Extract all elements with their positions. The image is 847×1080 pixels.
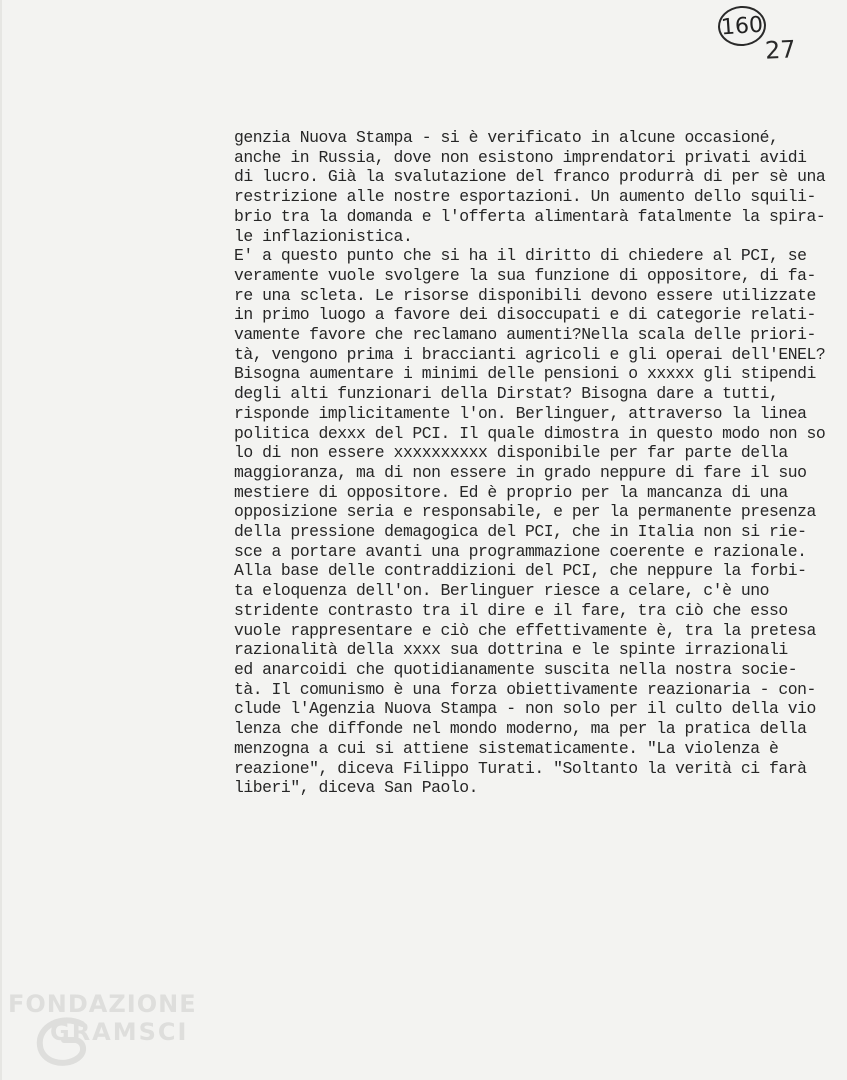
watermark-line-2: GRAMSCI	[50, 1018, 189, 1046]
archive-watermark	[2, 990, 222, 1080]
typewritten-body-text: genzia Nuova Stampa - si è verificato in alcune occasioné, anche in Russia, dove non esistono imprendatori privati avidi di lucro. Già la svalutazione del franco produrrà di per sè una restrizione alle nostre esportazioni. Un aumento dello squili- brio tra la domanda e l'offerta alimentarà fatalmente la spira- le inflazionistica. E' a questo punto che si ha il diritto di chiedere al PCI, se veramente vuole svolgere la sua funzione di oppositore, di fa- re una scleta. Le risorse disponibili devono essere utilizzate in primo luogo a favore dei disoccupati e di categorie relati- vamente favore che reclamano aumenti?Nella scala delle priori- tà, vengono prima i braccianti agricoli e gli operai dell'ENEL? Bisogna aumentare i minimi delle pensioni o xxxxx gli stipendi degli alti funzionari della Dirstat? Bisogna dare a tutti, risponde implicitamente l'on. Berlinguer, attraverso la linea politica dexxx del PCI. Il quale dimostra in questo modo non so lo di non essere xxxxxxxxxx disponibile per far parte della maggioranza, ma di non essere in grado neppure di fare il suo mestiere di oppositore. Ed è proprio per la mancanza di una opposizione seria e responsabile, e per la permanente presenza della pressione demagogica del PCI, che in Italia non si rie- sce a portare avanti una programmazione coerente e razionale. Alla base delle contraddizioni del PCI, che neppure la forbi- ta eloquenza dell'on. Berlinguer riesce a celare, c'è uno stridente contrasto tra il dire e il fare, tra ciò che esso vuole rappresentare e ciò che effettivamente è, tra la pretesa razionalità della xxxx sua dottrina e le spinte irrazionali ed anarcoidi che quotidianamente suscita nella nostra socie- tà. Il comunismo è una forza obiettivamente reazionaria - con- clude l'Agenzia Nuova Stampa - non solo per il culto della vio lenza che diffonde nel mondo moderno, ma per la pratica della menzogna a cui si attiene sistematicamente. "La violenza è reazione", diceva Filippo Turati. "Soltanto la verità ci farà liberi", diceva San Paolo.	[234, 128, 826, 798]
watermark-line-1: FONDAZIONE	[8, 990, 197, 1018]
circled-page-number	[717, 4, 768, 47]
circled-page-number-text: 160	[720, 12, 764, 40]
handwritten-page-number: 27	[764, 35, 797, 65]
